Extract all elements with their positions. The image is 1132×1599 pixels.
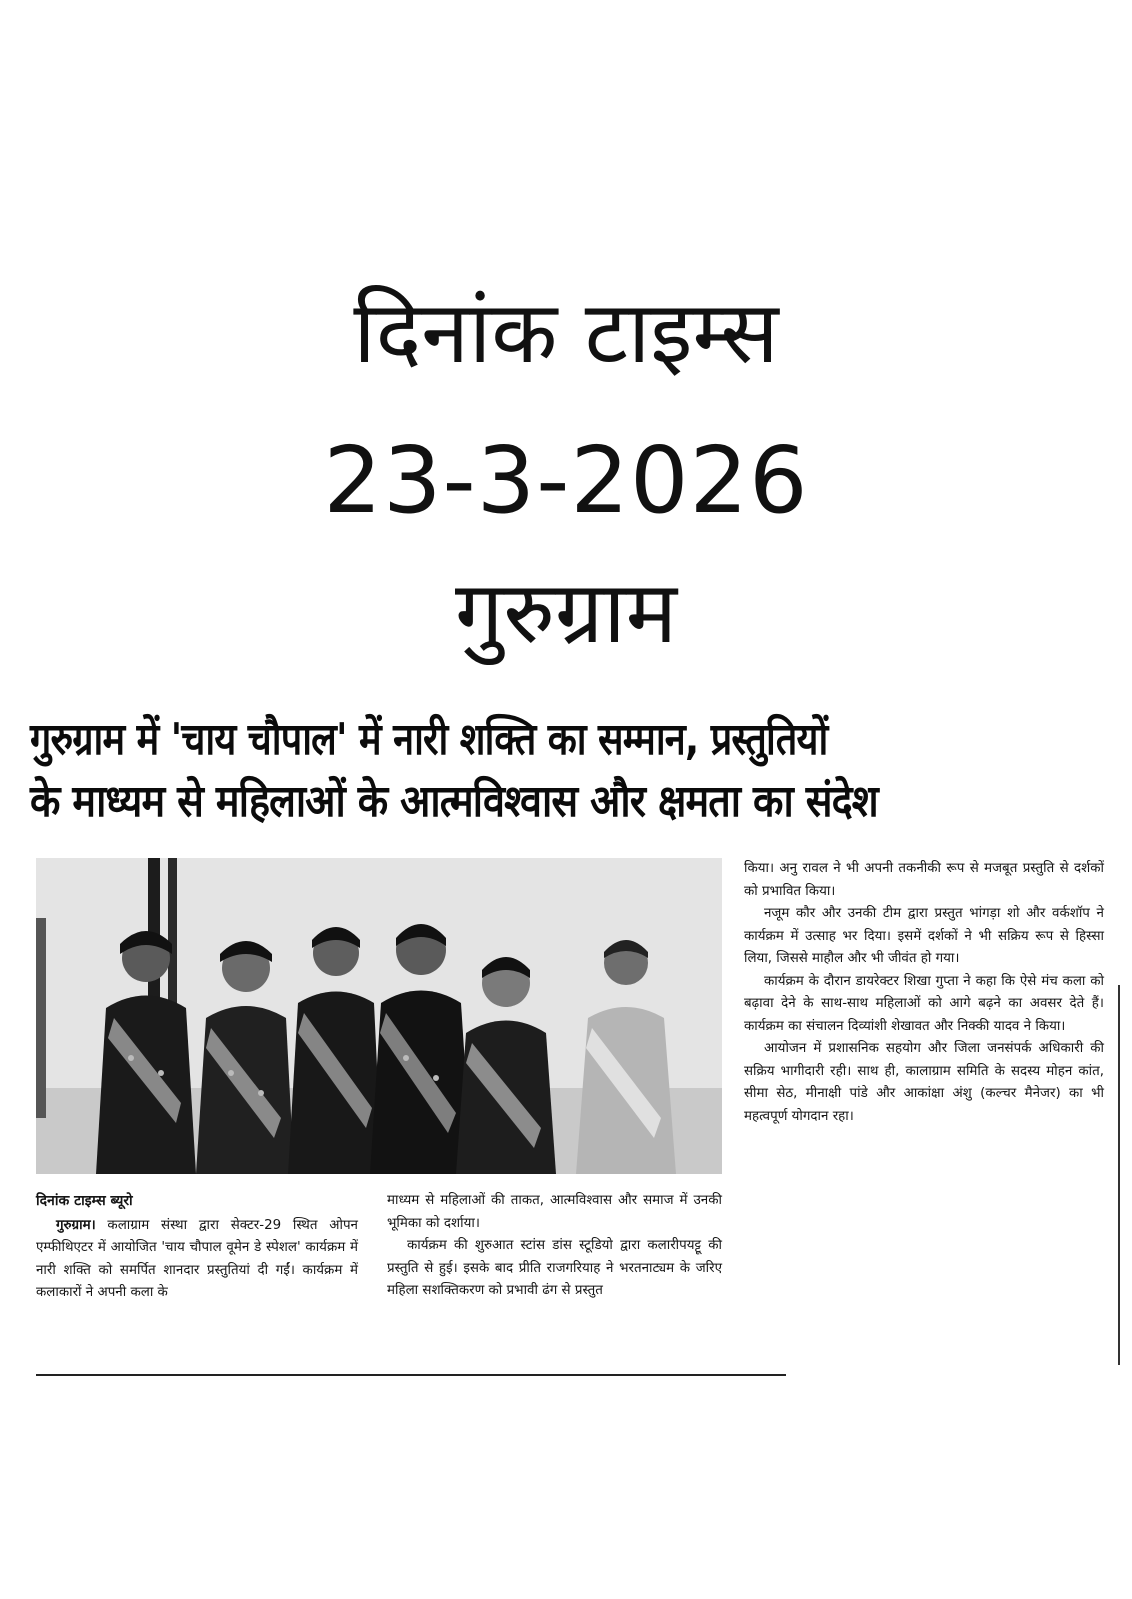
- article-paragraph: किया। अनु रावल ने भी अपनी तकनीकी रूप से मजबूत प्रस्तुति से दर्शकों को प्रभावित किया।: [744, 861, 1104, 899]
- article-paragraph: कार्यक्रम की शुरुआत स्टांस डांस स्टूडियो द्वारा कलारीपयट्टू की प्रस्तुति से हुई। इसके बाद प्रीति राजगरियाह ने भरतनाट्यम के जरिए महिला सशक्तिकरण को प्रभावी ढंग से प्रस्तुत: [387, 1238, 722, 1298]
- caption-date: 23-3-2026: [323, 427, 809, 534]
- article-paragraph: आयोजन में प्रशासनिक सहयोग और जिला जनसंपर्क अधिकारी की सक्रिय भागीदारी रही। साथ ही, कालाग्राम समिति के सदस्य मोहन कांत, सीमा सेठ, मीनाक्षी पांडे और आकांक्षा अंशु (कल्चर मैनेजर) का भी महत्वपूर्ण योगदान रहा।: [744, 1041, 1104, 1124]
- byline: दिनांक टाइम्स ब्यूरो: [36, 1193, 133, 1209]
- article-column-2: [387, 1190, 722, 1303]
- caption-newspaper-name: दिनांक टाइम्स: [353, 283, 779, 383]
- headline-line-1: गुरुग्राम में 'चाय चौपाल' में नारी शक्ति का सम्मान, प्रस्तुतियों: [30, 714, 828, 765]
- group-photo: [36, 858, 722, 1174]
- women-group-photo-illustration: [36, 858, 722, 1174]
- article-paragraph: माध्यम से महिलाओं की ताकत, आत्मविश्वास और समाज में उनकी भूमिका को दर्शाया।: [387, 1193, 722, 1231]
- caption-city: गुरुग्राम: [454, 563, 678, 663]
- bottom-divider: [36, 1374, 786, 1376]
- headline-line-2: के माध्यम से महिलाओं के आत्मविश्वास और क्षमता का संदेश: [30, 776, 878, 827]
- article-paragraph: [36, 1215, 358, 1305]
- article-paragraph: कार्यक्रम के दौरान डायरेक्टर शिखा गुप्ता ने कहा कि ऐसे मंच कला को बढ़ावा देने के साथ-साथ महिलाओं को आगे बढ़ने का अवसर देते हैं। कार्यक्रम का संचालन दिव्यांशी शेखावत और निक्की यादव ने किया।: [744, 973, 1104, 1034]
- dateline: गुरुग्राम।: [56, 1217, 96, 1233]
- article-column-3: [744, 858, 1104, 1128]
- article-paragraph: नजूम कौर और उनकी टीम द्वारा प्रस्तुत भांगड़ा शो और वर्कशॉप ने कार्यक्रम में उत्साह भर दिया। इसमें दर्शकों ने भी सक्रिय रूप से हिस्सा लिया, जिससे माहौल और भी जीवंत हो गया।: [744, 906, 1104, 966]
- right-column-divider: [1118, 985, 1120, 1365]
- article-column-1: [36, 1190, 358, 1305]
- article-paragraph-text: कलाग्राम संस्था द्वारा सेक्टर-29 स्थित ओपन एम्फीथिएटर में आयोजित 'चाय चौपाल वूमेन डे स्पेशल' कार्यक्रम में नारी शक्ति को समर्पित शानदार प्रस्तुतियां दी गईं। कार्यक्रम में कलाकारों ने अपनी कला के: [36, 1217, 358, 1300]
